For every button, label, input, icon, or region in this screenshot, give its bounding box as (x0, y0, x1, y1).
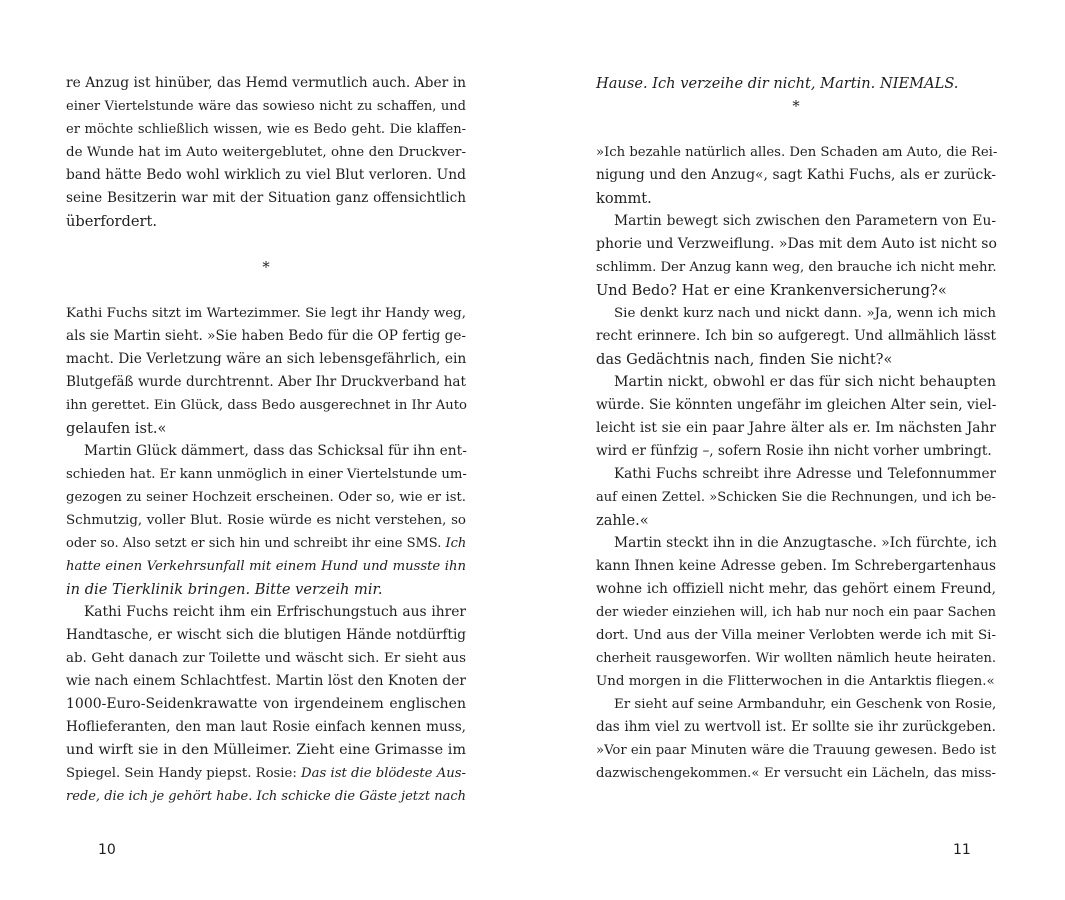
text-line: leicht ist sie ein paar Jahre älter als er. Im nächsten Jahr (596, 420, 996, 436)
text-line: würde. Sie könnten ungefähr im gleichen Alter sein, viel- (596, 397, 997, 413)
text-line: Hoflieferanten, den man laut Rosie einfach kennen muss, (66, 719, 466, 735)
text-line: rede, die ich je gehört habe. Ich schicke die Gäste jetzt nach (66, 789, 466, 804)
text-line: Kathi Fuchs reicht ihm ein Erfrischungstuch aus ihrer (84, 604, 466, 620)
text-line: in die Tierklinik bringen. Bitte verzeih mir. (66, 581, 383, 598)
text-line: Er sieht auf seine Armbanduhr, ein Geschenk von Rosie, (614, 697, 997, 712)
text-line: Und Bedo? Hat er eine Krankenversicherung?« (596, 282, 947, 299)
text-line: re Anzug ist hinüber, das Hemd vermutlich auch. Aber in (66, 75, 466, 91)
text-line: Kathi Fuchs schreibt ihre Adresse und Telefonnummer (614, 466, 996, 482)
page-number: 11 (953, 842, 971, 858)
text-line: als sie Martin sieht. »Sie haben Bedo für die OP fertig ge- (66, 328, 466, 344)
text-line: Spiegel. Sein Handy piepst. Rosie: Das ist die blödeste Aus- (66, 766, 466, 781)
text-line: Kathi Fuchs sitzt im Wartezimmer. Sie legt ihr Handy weg, (66, 306, 466, 321)
text-line: Handtasche, er wischt sich die blutigen Hände notdürftig (66, 627, 466, 643)
text-line: Martin Glück dämmert, dass das Schicksal für ihn ent- (84, 443, 467, 459)
text-line: Blutgefäß wurde durchtrennt. Aber Ihr Druckverband hat (66, 374, 466, 390)
text-line: hatte einen Verkehrsunfall mit einem Hund und musste ihn (66, 559, 466, 574)
text-line: phorie und Verzweiflung. »Das mit dem Auto ist nicht so (596, 236, 997, 252)
text-line: wohne ich offiziell nicht mehr, das gehört einem Freund, (596, 581, 996, 597)
text-line: »Ich bezahle natürlich alles. Den Schaden am Auto, die Rei- (596, 145, 998, 160)
section-break: * (792, 98, 800, 115)
text-line: auf einen Zettel. »Schicken Sie die Rechnungen, und ich be- (596, 490, 996, 505)
page-number: 10 (98, 842, 116, 858)
text-line: band hätte Bedo wohl wirklich zu viel Blut verloren. Und (66, 167, 466, 183)
text-line: das ihm viel zu wertvoll ist. Er sollte sie ihr zurückgeben. (596, 719, 996, 735)
section-break: * (262, 259, 270, 276)
text-line: Hause. Ich verzeihe dir nicht, Martin. NIEMALS. (596, 75, 959, 92)
text-line: macht. Die Verletzung wäre an sich lebensgefährlich, ein (66, 351, 467, 367)
text-line: wird er fünfzig –, sofern Rosie ihn nicht vorher umbringt. (596, 443, 992, 459)
text-line: kann Ihnen keine Adresse geben. Im Schrebergartenhaus (596, 558, 996, 574)
right-page (596, 72, 996, 785)
text-line: oder so. Also setzt er sich hin und schreibt ihr eine SMS. Ich (66, 536, 467, 551)
text-line: dazwischengekommen.« Er versucht ein Lächeln, das miss- (596, 766, 996, 781)
text-line: das Gedächtnis nach, finden Sie nicht?« (596, 351, 893, 368)
left-page (66, 72, 466, 808)
text-line: seine Besitzerin war mit der Situation ganz offensichtlich (66, 190, 466, 206)
text-line: Martin bewegt sich zwischen den Parametern von Eu- (614, 213, 996, 229)
text-line: »Vor ein paar Minuten wäre die Trauung gewesen. Bedo ist (596, 743, 996, 758)
text-line: schieden hat. Er kann unmöglich in einer Viertelstunde um- (66, 467, 467, 482)
text-line: recht erinnere. Ich bin so aufgeregt. Und allmählich lässt (596, 328, 996, 344)
text-line: ihn gerettet. Ein Glück, dass Bedo ausgerechnet in Ihr Auto (66, 398, 467, 413)
text-line: Martin nickt, obwohl er das für sich nicht behaupten (614, 374, 996, 390)
text-line: dort. Und aus der Villa meiner Verlobten werde ich mit Si- (596, 628, 996, 643)
text-line: einer Viertelstunde wäre das sowieso nicht zu schaffen, und (66, 99, 466, 114)
text-line: de Wunde hat im Auto weitergeblutet, ohne den Druckver- (66, 145, 466, 160)
text-line: der wieder einziehen will, ich hab nur noch ein paar Sachen (596, 605, 996, 620)
text-line: wie nach einem Schlachtfest. Martin löst den Knoten der (66, 673, 466, 689)
text-line: er möchte schließlich wissen, wie es Bedo geht. Die klaffen- (66, 122, 466, 137)
text-line: cherheit rausgeworfen. Wir wollten nämlich heute heiraten. (596, 651, 996, 666)
text-line: Schmutzig, voller Blut. Rosie würde es nicht verstehen, so (66, 513, 466, 528)
text-line: ab. Geht danach zur Toilette und wäscht sich. Er sieht aus (66, 651, 466, 666)
text-line: gelaufen ist.« (66, 420, 167, 437)
text-line: gezogen zu seiner Hochzeit erscheinen. Oder so, wie er ist. (66, 490, 466, 505)
text-line: Und morgen in die Flitterwochen in die Antarktis fliegen.« (596, 674, 995, 689)
text-line: und wirft sie in den Mülleimer. Zieht eine Grimasse im (66, 742, 466, 758)
text-line: zahle.« (596, 512, 649, 529)
text-line: Sie denkt kurz nach und nickt dann. »Ja, wenn ich mich (614, 306, 996, 321)
text-line: nigung und den Anzug«, sagt Kathi Fuchs, als er zurück- (596, 167, 996, 183)
text-line: 1000-Euro-Seidenkrawatte von irgendeinem englischen (66, 696, 466, 712)
text-line: schlimm. Der Anzug kann weg, den brauche ich nicht mehr. (596, 260, 997, 275)
text-line: kommt. (596, 190, 652, 207)
text-line: Martin steckt ihn in die Anzugtasche. »Ich fürchte, ich (614, 535, 997, 551)
text-line: überfordert. (66, 213, 157, 230)
